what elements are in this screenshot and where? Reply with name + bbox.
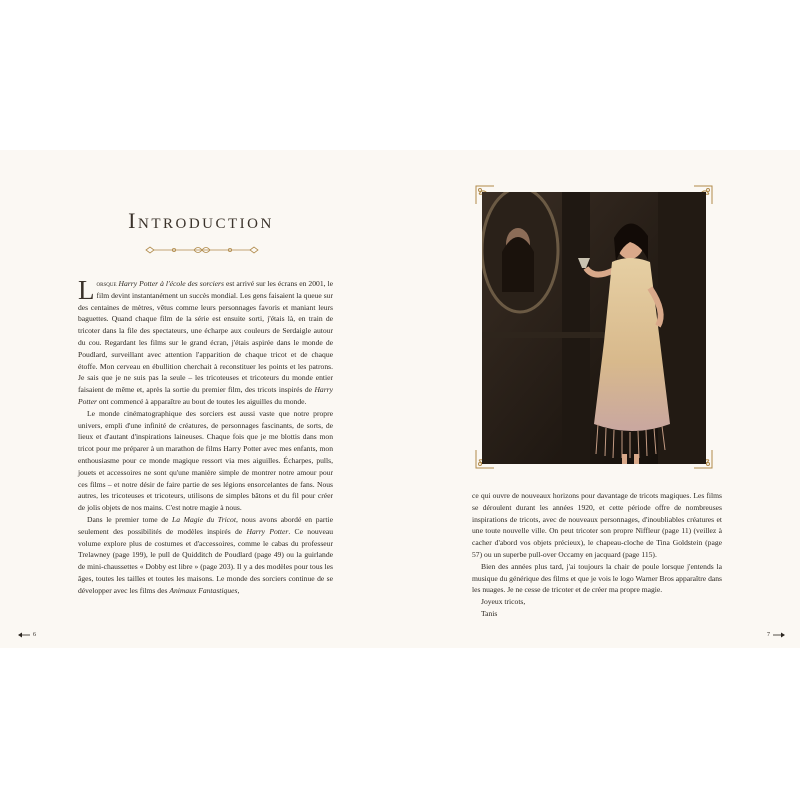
author-photo <box>482 192 706 464</box>
photo-frame <box>474 184 714 470</box>
paragraph-1: Lorsque Harry Potter à l'école des sorciers est arrivé sur les écrans en 2001, le film devint instantanément un succès mondial. Les gens faisaient la queue sur des centaines de mètres, vêtus comme leurs personnages favoris et maniant leurs baguettes. Quand chaque film de la série est ensuite sorti, j'étais là, en train de tricoter dans la file des spectateurs, une écharpe aux couleurs de Serdaigle autour du cou. Regardant les films sur le grand écran, j'étais aspirée dans le monde de Poudlard, surveillant avec attention l'apparition de chaque tricot et de chaque étoffe. Mon cerveau en ébullition cherchait à reconstituer les points et les patrons. Je sais que je ne suis pas la seule – les tricoteuses et tricoteurs du monde entier faisaient de même et, après la sortie du premier film, des tricots inspirés de Harry Potter ont commencé à apparaître au bout de toutes les aiguilles du monde. <box>78 275 333 406</box>
drop-cap: L <box>78 275 95 305</box>
right-body-text <box>472 490 722 620</box>
right-page <box>400 150 800 648</box>
paragraph-4: ce qui ouvre de nouveaux horizons pour davantage de tricots magiques. Les films se déroulent durant les années 1920, et cette période offre de nombreuses inspirations de tricots, avec de nouveaux personnages, d'inoubliables créatures et une toute nouvelle ville. On peut tricoter son propre Niffleur (page 11) (veillez à cacher d'abord vos objets précieux), le chapeau-cloche de Tina Goldstein (page 57) ou un superbe pull-over Occamy en jacquard (page 115). <box>472 491 722 559</box>
page-number-right: 7 <box>767 632 770 638</box>
folio-right <box>767 632 785 638</box>
photo-illustration <box>482 192 706 464</box>
page-number-left: 6 <box>33 632 36 638</box>
paragraph-5: Bien des années plus tard, j'ai toujours la chair de poule lorsque j'entends la musique du générique des films et que je vois le logo Warner Bros apparaître dans les nuages. Je ne cesse de tricoter et de créer ma propre magie. <box>472 561 722 595</box>
folio-arrow-icon <box>773 632 785 638</box>
book-spread <box>0 150 800 648</box>
left-page <box>0 150 400 648</box>
folio-left <box>18 632 36 638</box>
closing-line: Joyeux tricots, <box>481 597 526 607</box>
ornamental-divider-icon <box>144 244 260 256</box>
signature: Tanis <box>481 608 498 618</box>
paragraph-3: Dans le premier tome de La Magie du Tricot, nous avons abordé en partie seulement des possibilités de modèles inspirés de Harry Potter. Ce nouveau volume explore plus de costumes et d'accessoires, comme le cabas du professeur Trelawney (page 199), le pull de Quidditch de Poudlard (page 49) ou la guirlande de mini-chaussettes « Dobby est libre » (page 203). Il y a des modèles pour tous les âges, toutes les tailles et toutes les maisons. Le monde des sorciers continue de se développer avec les films des Animaux Fantastiques, <box>78 514 334 595</box>
folio-arrow-icon <box>18 632 30 638</box>
page-title: Introduction <box>128 208 274 233</box>
paragraph-2: Le monde cinématographique des sorciers est aussi vaste que notre propre univers, empli d'une infinité de créatures, de personnages fascinants, de sorts, de lieux et d'autant d'inspirations laineuses. Chaque fois que je me blottis dans mon tricot pour me préparer à un marathon de films Harry Potter avec mes enfants, mon enthousiasme pour ce monde magique ressort via mes aiguilles. Écharpes, pulls, jouets et accessoires ne sont qu'une manière simple de montrer notre amour pour ces films – et notre désir de faire partie de ses légions ensorcelantes de fans. Nous autres, les tricoteuses et tricoteurs, utilisons de simples bâtons et du fil pour créer de jolis objets de nos mains. C'est notre magie à nous. <box>78 408 333 513</box>
left-body-text <box>78 275 334 597</box>
